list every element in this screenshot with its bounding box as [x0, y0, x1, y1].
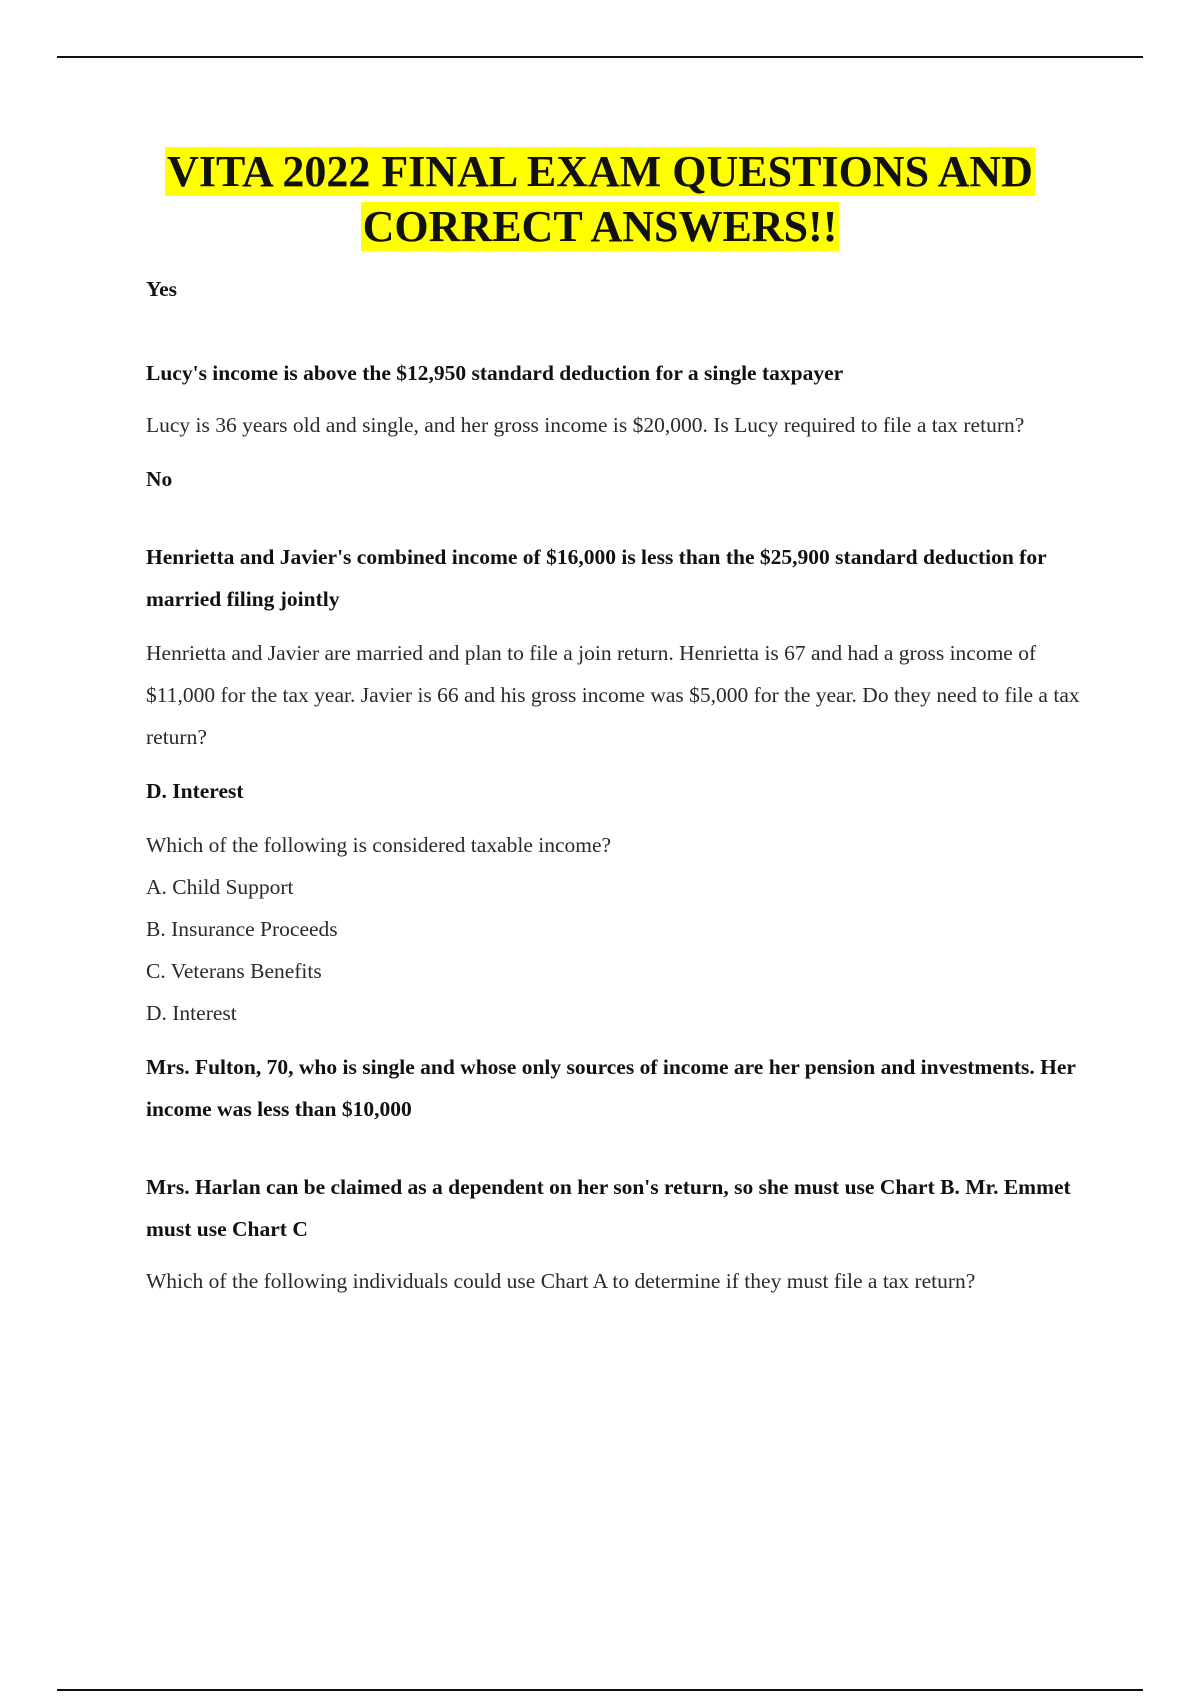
answer-interest: D. Interest — [146, 779, 244, 803]
answer-lucy-explanation: Lucy's income is above the $12,950 standard deduction for a single taxpayer — [146, 361, 844, 385]
answer-yes: Yes — [146, 277, 178, 301]
answer-no: No — [146, 467, 173, 491]
answer-fulton: Mrs. Fulton, 70, who is single and whose only sources of income are her pension and investments. Her income was less than $10,000 — [146, 1055, 1076, 1121]
title-line-1: VITA 2022 FINAL EXAM QUESTIONS AND — [167, 147, 1033, 196]
top-rule — [57, 56, 1143, 58]
document-body — [146, 268, 1096, 1302]
question-henrietta: Henrietta and Javier are married and plan to file a join return. Henrietta is 67 and had a gross income of $11,000 for the tax year. Javier is 66 and his gross income was $5,000 for the year. Do they need to file a tax return? — [146, 641, 1080, 749]
title-line-2: CORRECT ANSWERS!! — [362, 202, 838, 251]
option-b: B. Insurance Proceeds — [146, 917, 338, 941]
option-a: A. Child Support — [146, 875, 294, 899]
page-title — [100, 144, 1100, 254]
question-chart-a: Which of the following individuals could use Chart A to determine if they must file a tax return? — [146, 1269, 976, 1293]
option-d: D. Interest — [146, 1001, 237, 1025]
option-c: C. Veterans Benefits — [146, 959, 322, 983]
question-lucy: Lucy is 36 years old and single, and her gross income is $20,000. Is Lucy required to file a tax return? — [146, 413, 1025, 437]
question-taxable-income: Which of the following is considered taxable income? — [146, 833, 612, 857]
answer-harlan-emmet: Mrs. Harlan can be claimed as a dependent on her son's return, so she must use Chart B. Mr. Emmet must use Chart C — [146, 1175, 1071, 1241]
bottom-rule — [57, 1689, 1143, 1691]
answer-henrietta-explanation: Henrietta and Javier's combined income of $16,000 is less than the $25,900 standard deduction for married filing jointly — [146, 545, 1047, 611]
